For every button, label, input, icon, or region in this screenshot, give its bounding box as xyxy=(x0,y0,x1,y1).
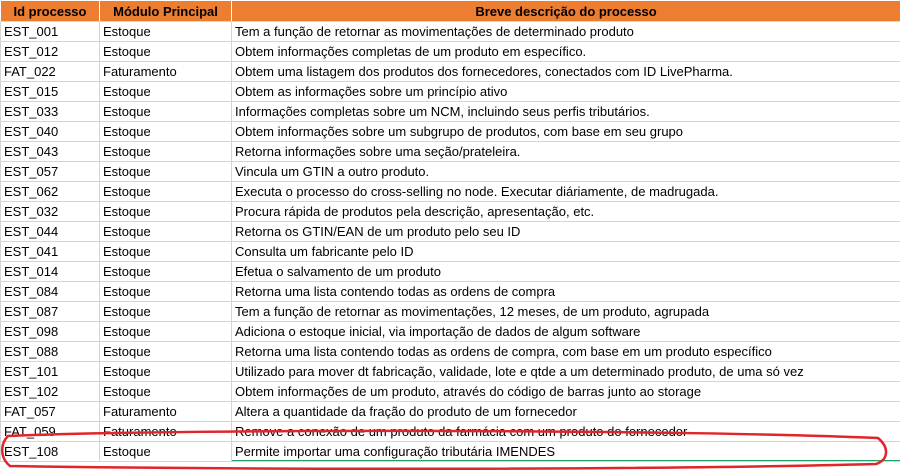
table-row xyxy=(1,202,900,222)
table-row xyxy=(1,122,900,142)
cell-id[interactable]: FAT_059 xyxy=(1,422,100,442)
cell-id[interactable]: FAT_022 xyxy=(1,62,100,82)
cell-description[interactable]: Obtem informações de um produto, através do código de barras junto ao storage xyxy=(232,382,900,402)
cell-module[interactable]: Estoque xyxy=(100,322,232,342)
cell-module[interactable]: Estoque xyxy=(100,362,232,382)
table-row xyxy=(1,262,900,282)
table-row xyxy=(1,42,900,62)
cell-module[interactable]: Estoque xyxy=(100,262,232,282)
cell-description[interactable]: Obtem informações completas de um produto em específico. xyxy=(232,42,900,62)
table-row xyxy=(1,182,900,202)
cell-module[interactable]: Faturamento xyxy=(100,402,232,422)
cell-description[interactable]: Informações completas sobre um NCM, incluindo seus perfis tributários. xyxy=(232,102,900,122)
cell-description[interactable]: Efetua o salvamento de um produto xyxy=(232,262,900,282)
cell-module[interactable]: Estoque xyxy=(100,222,232,242)
cell-module[interactable]: Estoque xyxy=(100,302,232,322)
header-breve-descricao[interactable]: Breve descrição do processo xyxy=(232,1,900,22)
cell-description[interactable]: Retorna uma lista contendo todas as ordens de compra, com base em um produto específico xyxy=(232,342,900,362)
header-id-processo[interactable]: Id processo xyxy=(1,1,100,22)
cell-id[interactable]: EST_043 xyxy=(1,142,100,162)
cell-id[interactable]: EST_015 xyxy=(1,82,100,102)
cell-id[interactable]: EST_001 xyxy=(1,22,100,42)
cell-description-selected[interactable] xyxy=(232,442,900,462)
cell-id[interactable]: EST_057 xyxy=(1,162,100,182)
table-row xyxy=(1,102,900,122)
cell-description[interactable]: Tem a função de retornar as movimentações de determinado produto xyxy=(232,22,900,42)
cell-description[interactable]: Altera a quantidade da fração do produto de um fornecedor xyxy=(232,402,900,422)
cell-description[interactable]: Adiciona o estoque inicial, via importação de dados de algum software xyxy=(232,322,900,342)
table-row xyxy=(1,222,900,242)
cell-id[interactable]: EST_108 xyxy=(1,442,100,462)
table-row xyxy=(1,22,900,42)
cell-module[interactable]: Faturamento xyxy=(100,422,232,442)
table-row xyxy=(1,362,900,382)
cell-description[interactable]: Vincula um GTIN a outro produto. xyxy=(232,162,900,182)
cell-module[interactable]: Estoque xyxy=(100,342,232,362)
header-modulo-principal[interactable]: Módulo Principal xyxy=(100,1,232,22)
cell-module[interactable]: Estoque xyxy=(100,22,232,42)
cell-module[interactable]: Estoque xyxy=(100,102,232,122)
cell-description[interactable]: Obtem informações sobre um subgrupo de produtos, com base em seu grupo xyxy=(232,122,900,142)
cell-id[interactable]: EST_087 xyxy=(1,302,100,322)
table-row-highlighted xyxy=(1,442,900,462)
cell-module[interactable]: Faturamento xyxy=(100,62,232,82)
header-row xyxy=(1,1,900,22)
cell-id[interactable]: FAT_057 xyxy=(1,402,100,422)
table-row xyxy=(1,382,900,402)
cell-module[interactable]: Estoque xyxy=(100,162,232,182)
table-row xyxy=(1,322,900,342)
cell-id[interactable]: EST_088 xyxy=(1,342,100,362)
cell-id[interactable]: EST_084 xyxy=(1,282,100,302)
cell-description[interactable]: Retorna informações sobre uma seção/prateleira. xyxy=(232,142,900,162)
table-row xyxy=(1,82,900,102)
cell-description[interactable]: Utilizado para mover dt fabricação, validade, lote e qtde a um determinado produto, de uma só vez xyxy=(232,362,900,382)
table-row xyxy=(1,422,900,442)
table-row xyxy=(1,162,900,182)
cell-module[interactable]: Estoque xyxy=(100,282,232,302)
cell-id[interactable]: EST_102 xyxy=(1,382,100,402)
cell-description[interactable]: Procura rápida de produtos pela descrição, apresentação, etc. xyxy=(232,202,900,222)
cell-module[interactable]: Estoque xyxy=(100,42,232,62)
table-row xyxy=(1,342,900,362)
cell-description[interactable]: Consulta um fabricante pelo ID xyxy=(232,242,900,262)
cell-module[interactable]: Estoque xyxy=(100,242,232,262)
cell-id[interactable]: EST_062 xyxy=(1,182,100,202)
cell-description[interactable]: Retorna uma lista contendo todas as ordens de compra xyxy=(232,282,900,302)
cell-module[interactable]: Estoque xyxy=(100,122,232,142)
cell-id[interactable]: EST_012 xyxy=(1,42,100,62)
cell-module[interactable]: Estoque xyxy=(100,182,232,202)
cell-module[interactable]: Estoque xyxy=(100,382,232,402)
cell-id[interactable]: EST_040 xyxy=(1,122,100,142)
cell-id[interactable]: EST_033 xyxy=(1,102,100,122)
table-row xyxy=(1,402,900,422)
cell-module[interactable]: Estoque xyxy=(100,82,232,102)
cell-description[interactable]: Obtem as informações sobre um princípio ativo xyxy=(232,82,900,102)
table-row xyxy=(1,282,900,302)
cell-id[interactable]: EST_014 xyxy=(1,262,100,282)
cell-description[interactable]: Remove a conexão de um produto da farmácia com um produto do fornecedor xyxy=(232,422,900,442)
cell-id[interactable]: EST_032 xyxy=(1,202,100,222)
cell-description[interactable]: Tem a função de retornar as movimentações, 12 meses, de um produto, agrupada xyxy=(232,302,900,322)
cell-id[interactable]: EST_044 xyxy=(1,222,100,242)
table-row xyxy=(1,142,900,162)
table-row xyxy=(1,302,900,322)
table-row xyxy=(1,242,900,262)
cell-description-text: Permite importar uma configuração tributária IMENDES xyxy=(235,444,556,459)
selection-underline xyxy=(232,460,900,462)
cell-description[interactable]: Obtem uma listagem dos produtos dos fornecedores, conectados com ID LivePharma. xyxy=(232,62,900,82)
cell-description[interactable]: Executa o processo do cross-selling no node. Executar diáriamente, de madrugada. xyxy=(232,182,900,202)
cell-id[interactable]: EST_101 xyxy=(1,362,100,382)
cell-module[interactable]: Estoque xyxy=(100,142,232,162)
cell-module[interactable]: Estoque xyxy=(100,442,232,462)
table-row xyxy=(1,62,900,82)
cell-module[interactable]: Estoque xyxy=(100,202,232,222)
cell-id[interactable]: EST_041 xyxy=(1,242,100,262)
cell-id[interactable]: EST_098 xyxy=(1,322,100,342)
cell-description[interactable]: Retorna os GTIN/EAN de um produto pelo seu ID xyxy=(232,222,900,242)
